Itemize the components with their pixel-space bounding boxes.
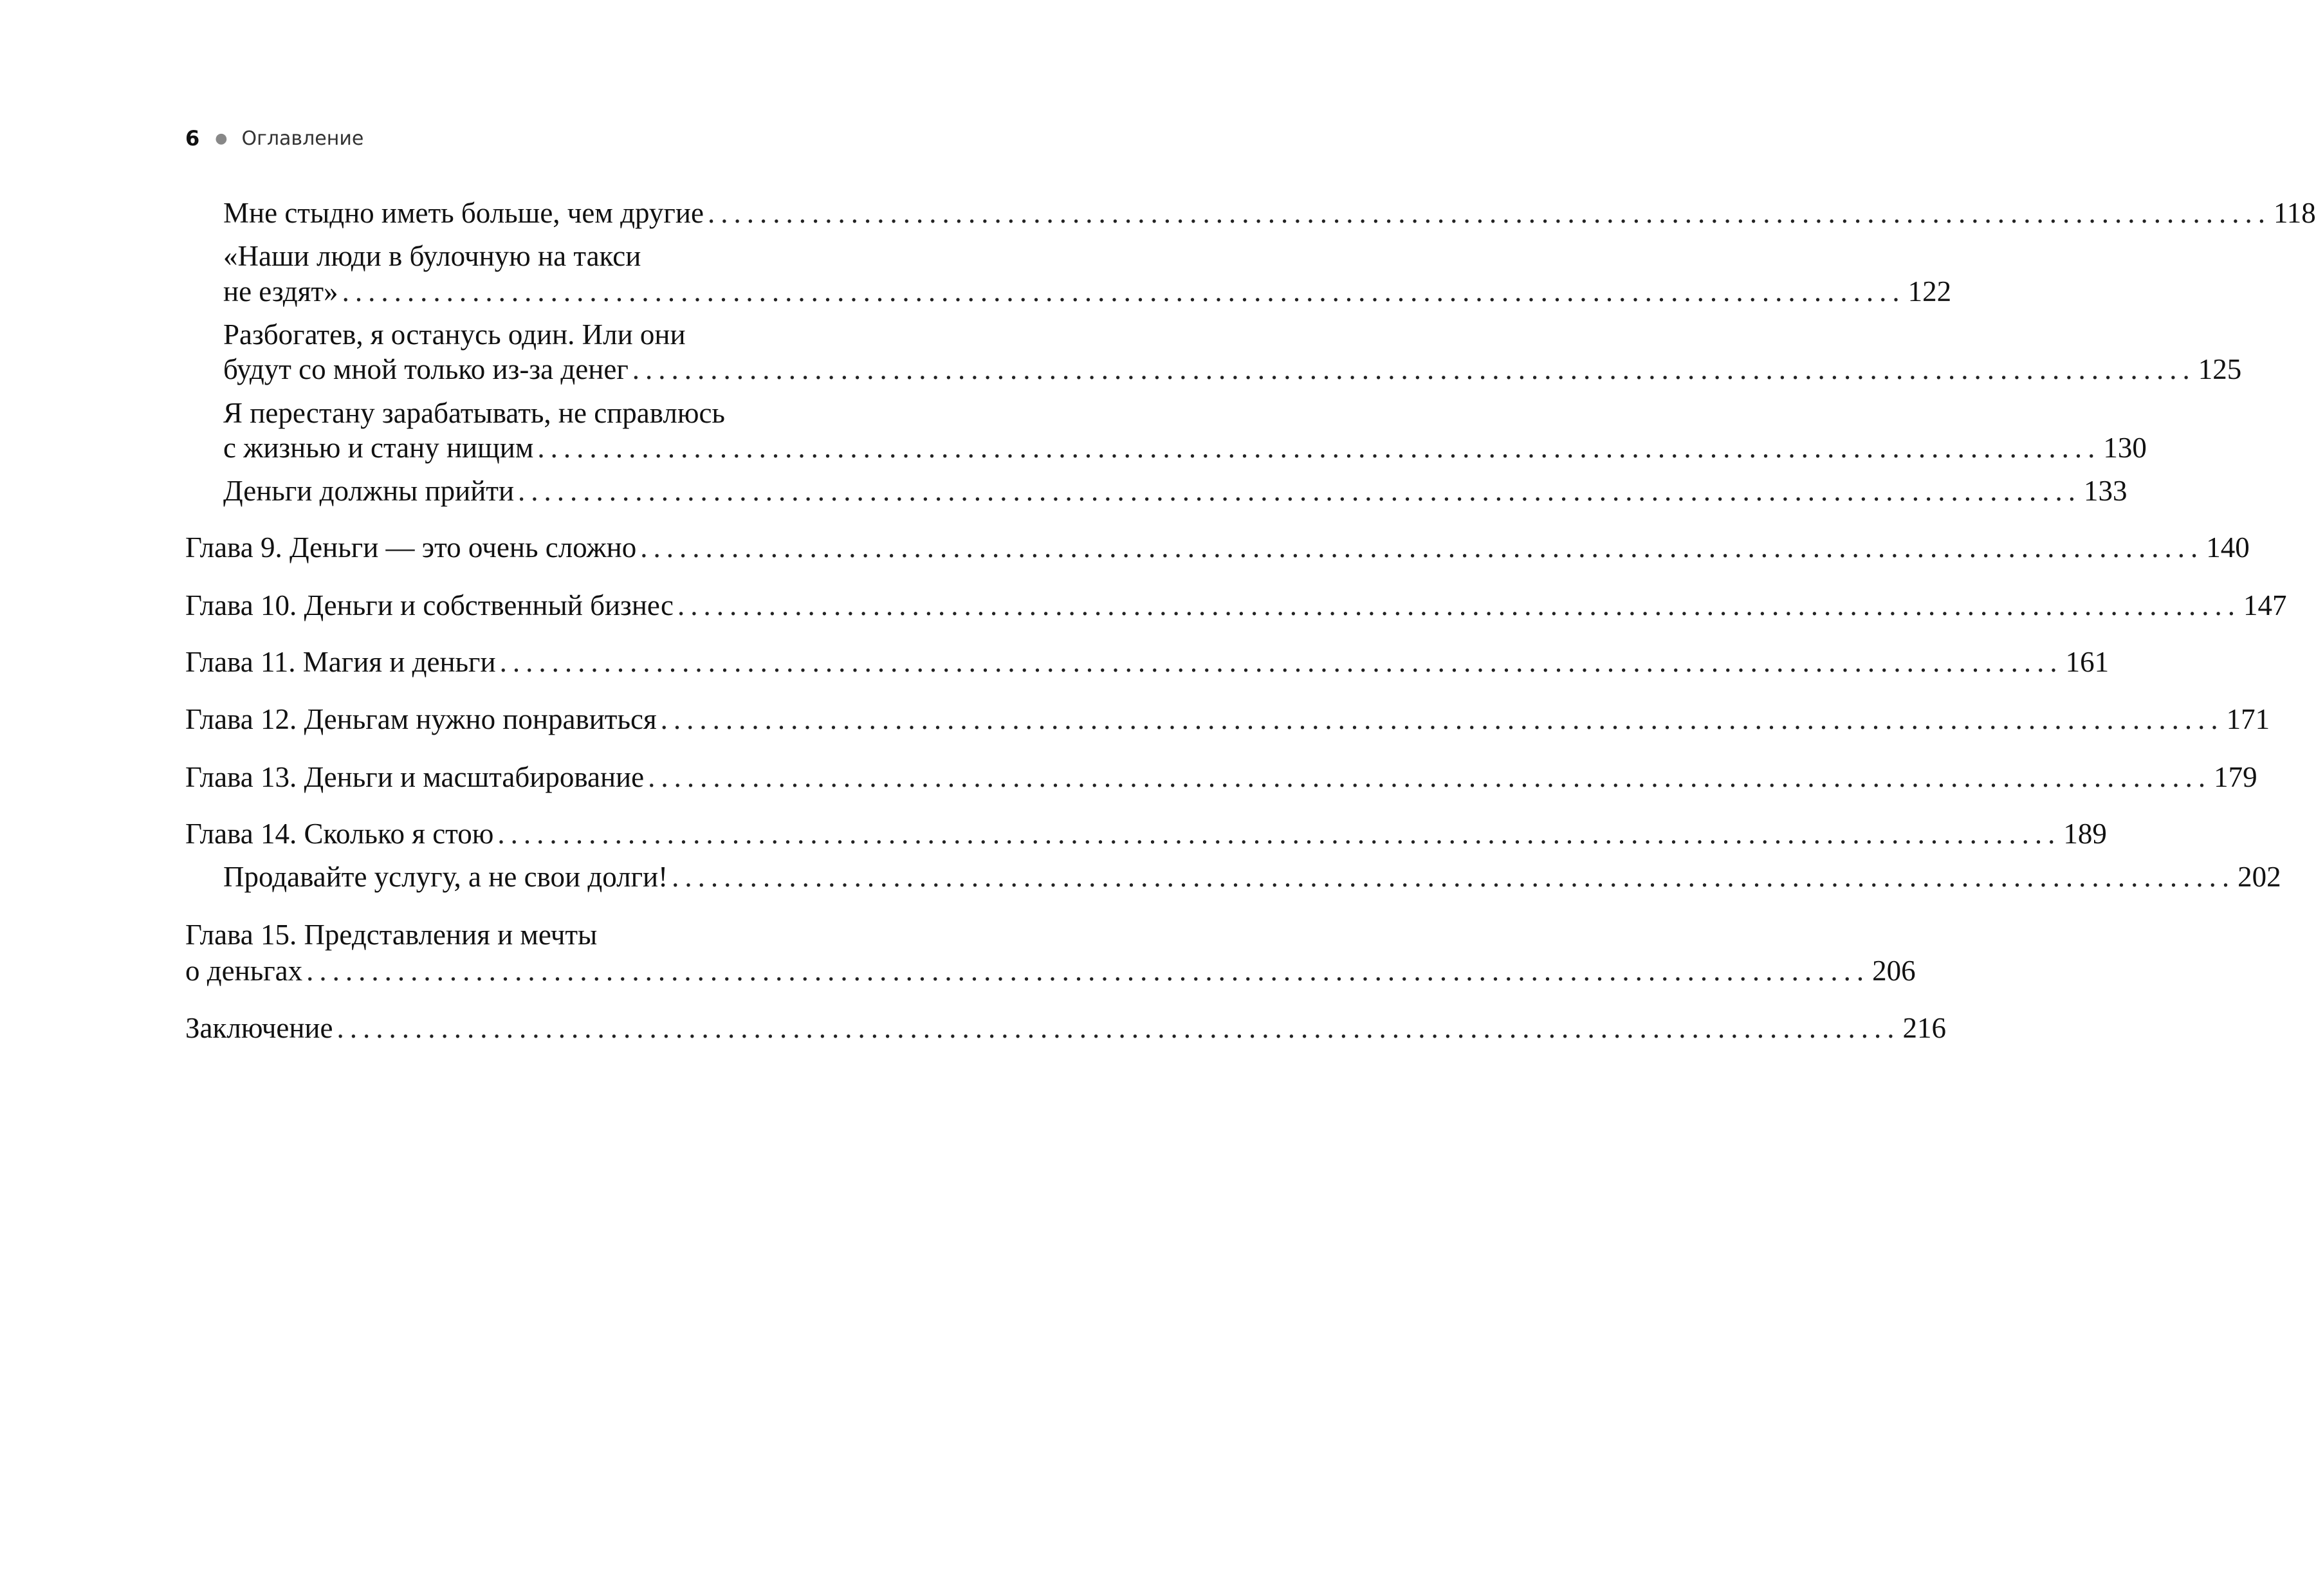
dot-leader: ........................................................................................................................	[640, 531, 2204, 564]
page-number: 6	[185, 126, 200, 151]
toc-entry-line	[223, 274, 1952, 309]
running-header	[185, 126, 363, 151]
toc-entry-line	[185, 816, 2107, 851]
toc-entry-title: Я перестану зарабатывать, не справлюсь	[223, 397, 725, 429]
toc-entry-title: «Наши люди в булочную на такси	[223, 240, 641, 272]
toc-entry-line	[223, 430, 2147, 465]
toc-entry-title: не ездят»	[223, 275, 338, 307]
toc-entry-line	[185, 588, 2287, 623]
toc-page-number: 147	[2243, 589, 2287, 621]
toc-entry-title: Глава 9. Деньги — это очень сложно	[185, 531, 637, 564]
toc-entry-line	[223, 317, 868, 352]
toc-entry-line	[223, 473, 2128, 508]
toc-page-number: 202	[2238, 861, 2281, 893]
toc-entry-title: Глава 11. Магия и деньги	[185, 646, 496, 678]
toc-entry-line	[223, 859, 2281, 894]
toc-entry-title: Глава 12. Деньгам нужно понравиться	[185, 703, 657, 735]
dot-leader: ........................................................................................................................	[497, 818, 2061, 850]
toc-entry-line	[223, 196, 2316, 230]
toc-page-number: 171	[2226, 703, 2270, 735]
toc-entry-line	[185, 917, 868, 952]
toc-entry-title: Разбогатев, я останусь один. Или они	[223, 318, 686, 351]
dot-leader: ........................................................................................................................	[632, 353, 2196, 385]
dot-leader: ........................................................................................................................	[499, 646, 2063, 678]
toc-entry-title: о деньгах	[185, 955, 303, 987]
toc-entry-line	[185, 702, 2270, 737]
dot-leader: ........................................................................................................................	[306, 955, 1870, 987]
toc-entry-title: Глава 10. Деньги и собственный бизнес	[185, 589, 674, 621]
toc-entry-title: Заключение	[185, 1012, 333, 1044]
toc-page-number: 118	[2273, 197, 2316, 229]
toc-entry-line	[185, 760, 2257, 794]
dot-leader: ........................................................................................................................	[660, 703, 2224, 735]
toc-entry-line	[185, 530, 2250, 565]
toc-page-number: 140	[2206, 531, 2250, 564]
toc-entry-title: Глава 15. Представления и мечты	[185, 919, 598, 951]
toc-entry-line	[185, 953, 1916, 988]
toc-page-number: 125	[2198, 353, 2242, 385]
dot-leader: ........................................................................................................................	[707, 197, 2271, 229]
toc-entry-title: Продавайте услугу, а не свои долги!	[223, 861, 668, 893]
toc-entry-line	[185, 645, 2109, 679]
toc-entry-line	[185, 1011, 1946, 1045]
section-title: Оглавление	[241, 127, 364, 150]
dot-leader: ........................................................................................................................	[648, 761, 2212, 793]
toc-page-number: 206	[1872, 955, 1916, 987]
toc-entry-line	[223, 352, 2242, 387]
toc-entry-title: будут со мной только из-за денег	[223, 353, 629, 385]
dot-leader: ........................................................................................................................	[342, 275, 1906, 307]
dot-leader: ........................................................................................................................	[672, 861, 2236, 893]
dot-leader: ........................................................................................................................	[537, 432, 2101, 464]
toc-entry-title: с жизнью и стану нищим	[223, 432, 534, 464]
toc-page-number: 179	[2214, 761, 2257, 793]
dot-leader: ........................................................................................................................	[677, 589, 2241, 621]
dot-leader: ........................................................................................................................	[518, 475, 2082, 507]
toc-page-number: 189	[2063, 818, 2107, 850]
toc-page-number: 216	[1902, 1012, 1946, 1044]
bullet-separator: ●	[215, 130, 228, 147]
dot-leader: ........................................................................................................................	[336, 1012, 1900, 1044]
toc-page-number: 130	[2103, 432, 2147, 464]
toc-entry-title: Деньги должны прийти	[223, 475, 515, 507]
toc-page-number: 133	[2084, 475, 2128, 507]
toc-page-number: 161	[2065, 646, 2109, 678]
toc-page-number: 122	[1907, 275, 1952, 307]
toc-entry-title: Мне стыдно иметь больше, чем другие	[223, 197, 704, 229]
toc-entry-title: Глава 14. Сколько я стою	[185, 818, 494, 850]
toc-entry-line	[223, 396, 868, 430]
toc-entry-line	[223, 239, 868, 273]
toc-entry-title: Глава 13. Деньги и масштабирование	[185, 761, 645, 793]
